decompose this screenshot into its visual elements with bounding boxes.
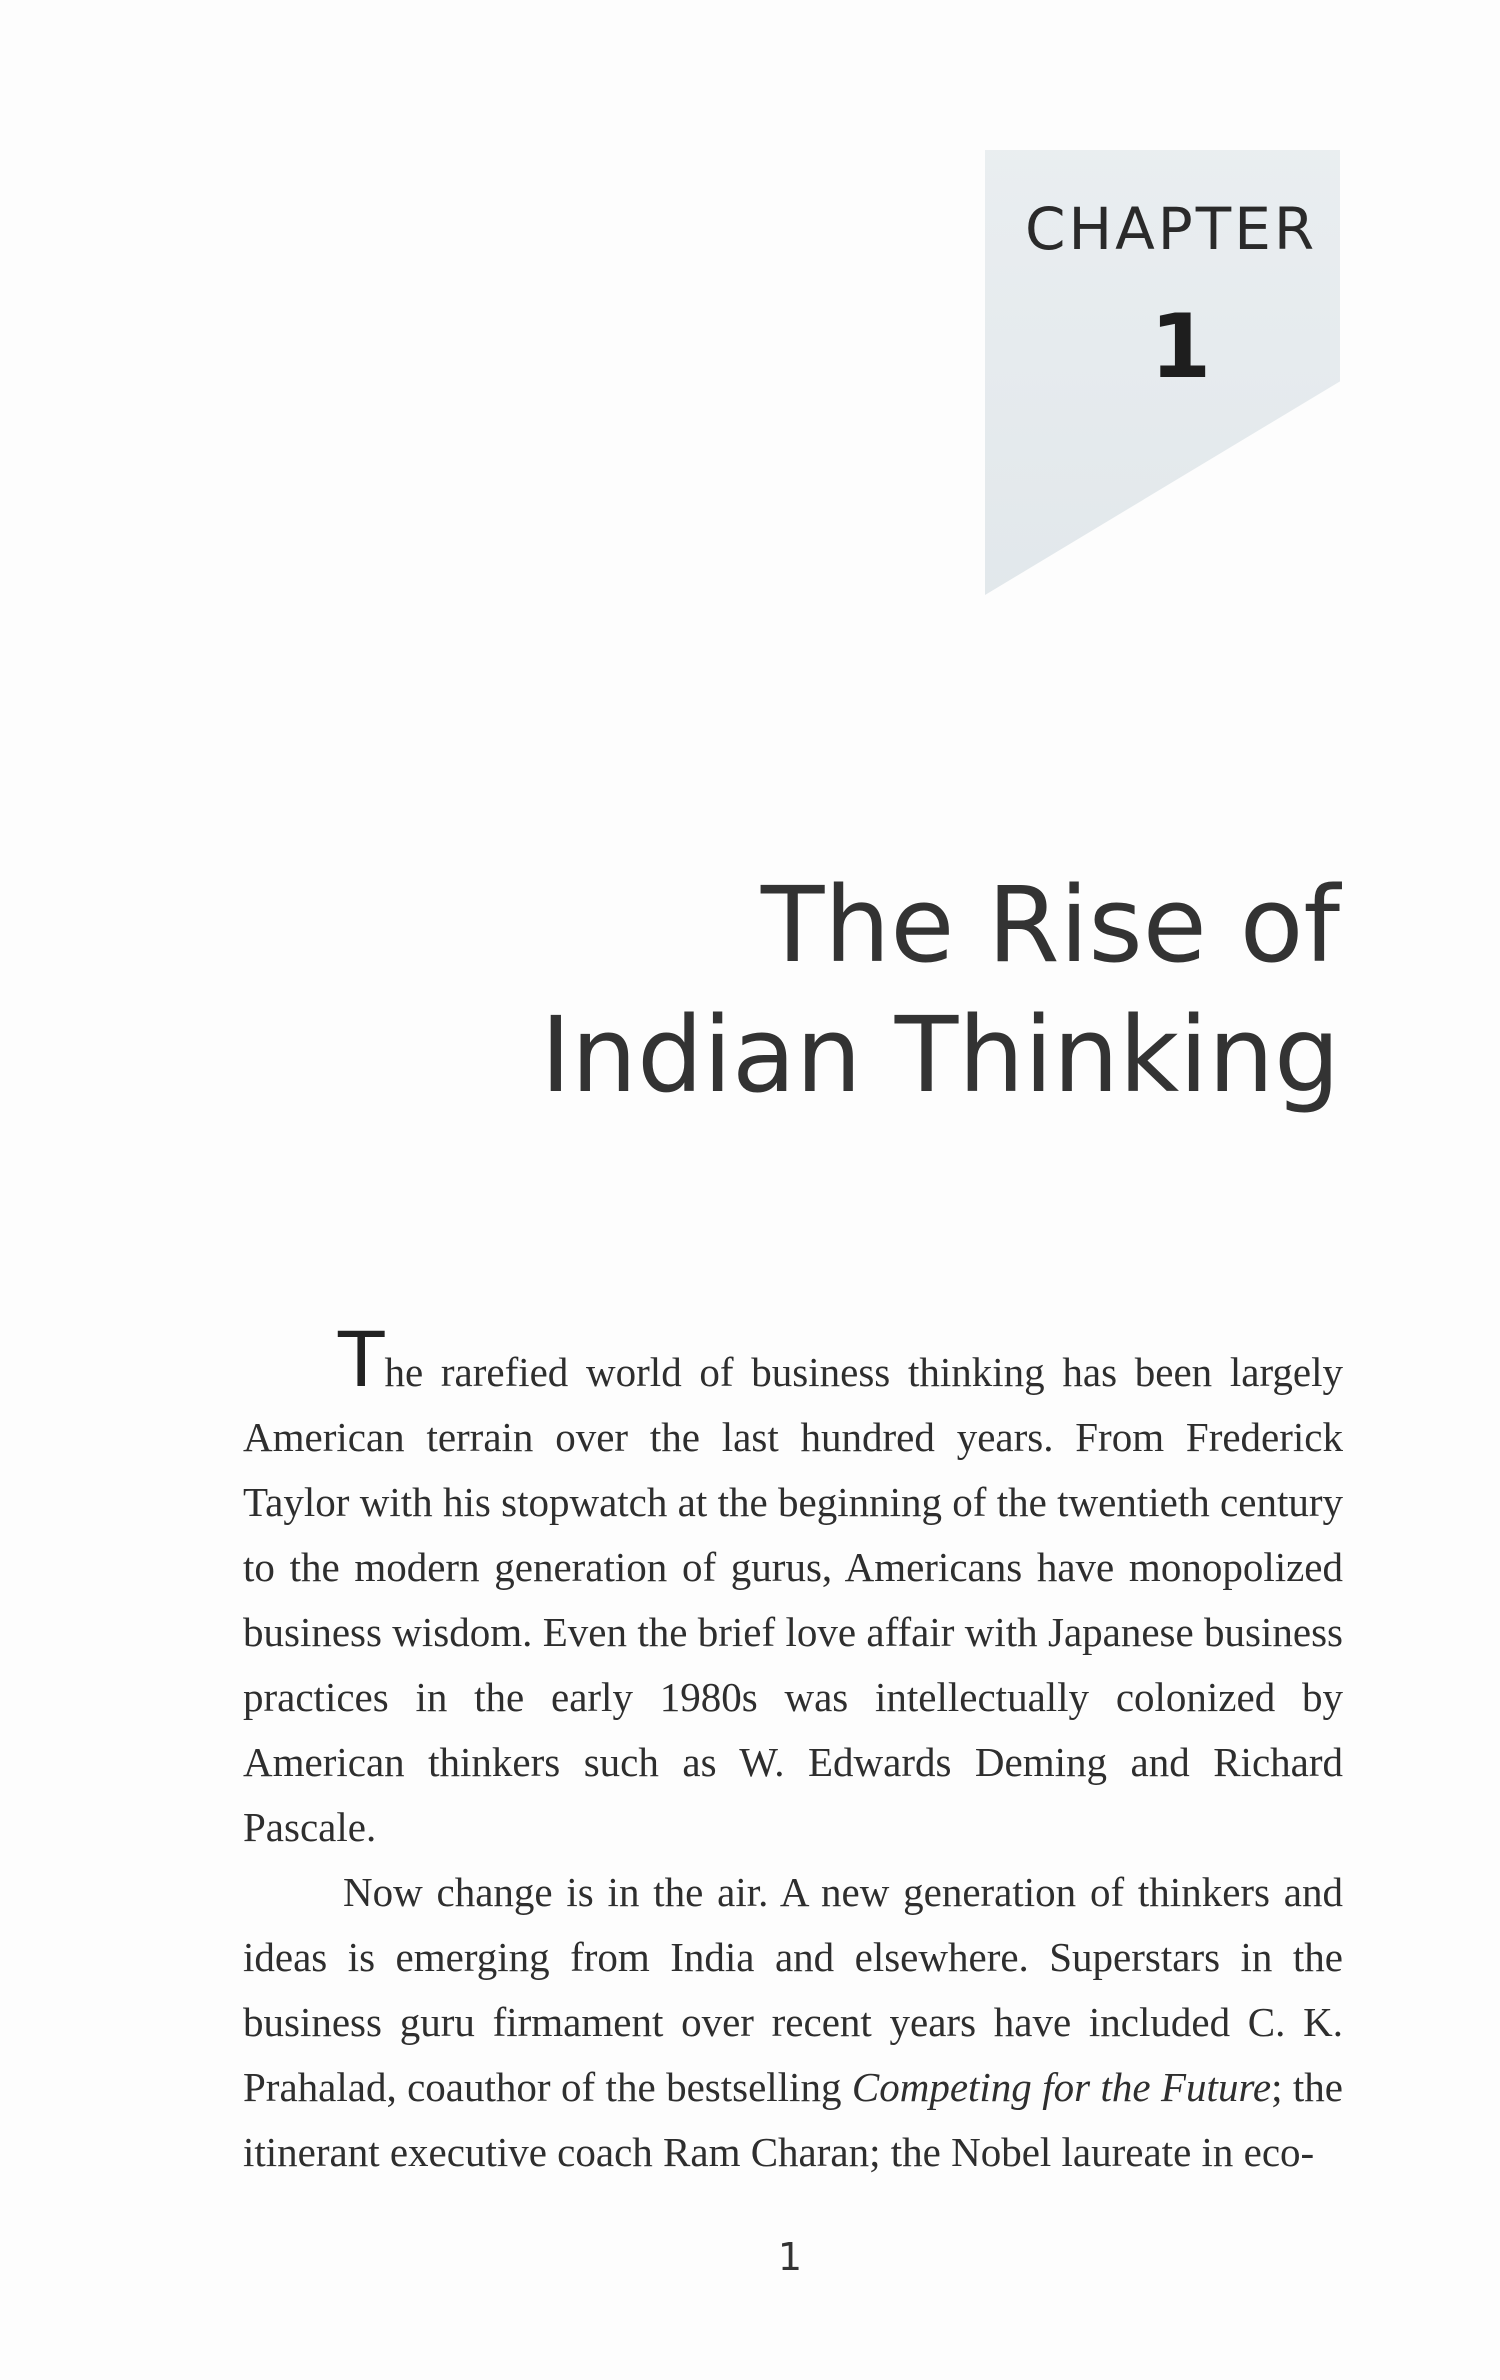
paragraph-2-text-end: ; the itinerant executive coach Ram Charan; the Nobel laureate in eco- xyxy=(243,2064,1343,2175)
paragraph-1-text: he rarefied world of business thinking has been largely American terrain over the last hundred years. From Frederick Taylor with his stopwatch at the beginning of the twentieth century to the modern generation of gurus, Americans have monopolized business wisdom. Even the brief love affair with Japanese business practices in the early 1980s was intellectually colonized by American thinkers such as W. Edwards Deming and Richard Pascale. xyxy=(243,1349,1343,1850)
drop-cap: T xyxy=(338,1315,385,1404)
chapter-title-line-2: Indian Thinking xyxy=(540,994,1340,1116)
book-title-italic: Competing for the Future xyxy=(851,2064,1272,2110)
paragraph-1 xyxy=(243,1315,1343,1860)
chapter-number: 1 xyxy=(1150,295,1212,398)
body-text xyxy=(243,1315,1343,2185)
paragraph-2-text-start: Now change is in the air. A new generation of thinkers and ideas is emerging from India and elsewhere. Superstars in the business guru firmament over recent years have included C. K. Prahalad, coauthor of the bestselling xyxy=(243,1869,1343,2110)
chapter-title-line-1: The Rise of xyxy=(760,864,1340,986)
page-number: 1 xyxy=(777,2235,803,2279)
paragraph-2 xyxy=(243,1860,1343,2185)
chapter-label: CHAPTER xyxy=(1025,195,1318,263)
chapter-title xyxy=(541,860,1341,1120)
